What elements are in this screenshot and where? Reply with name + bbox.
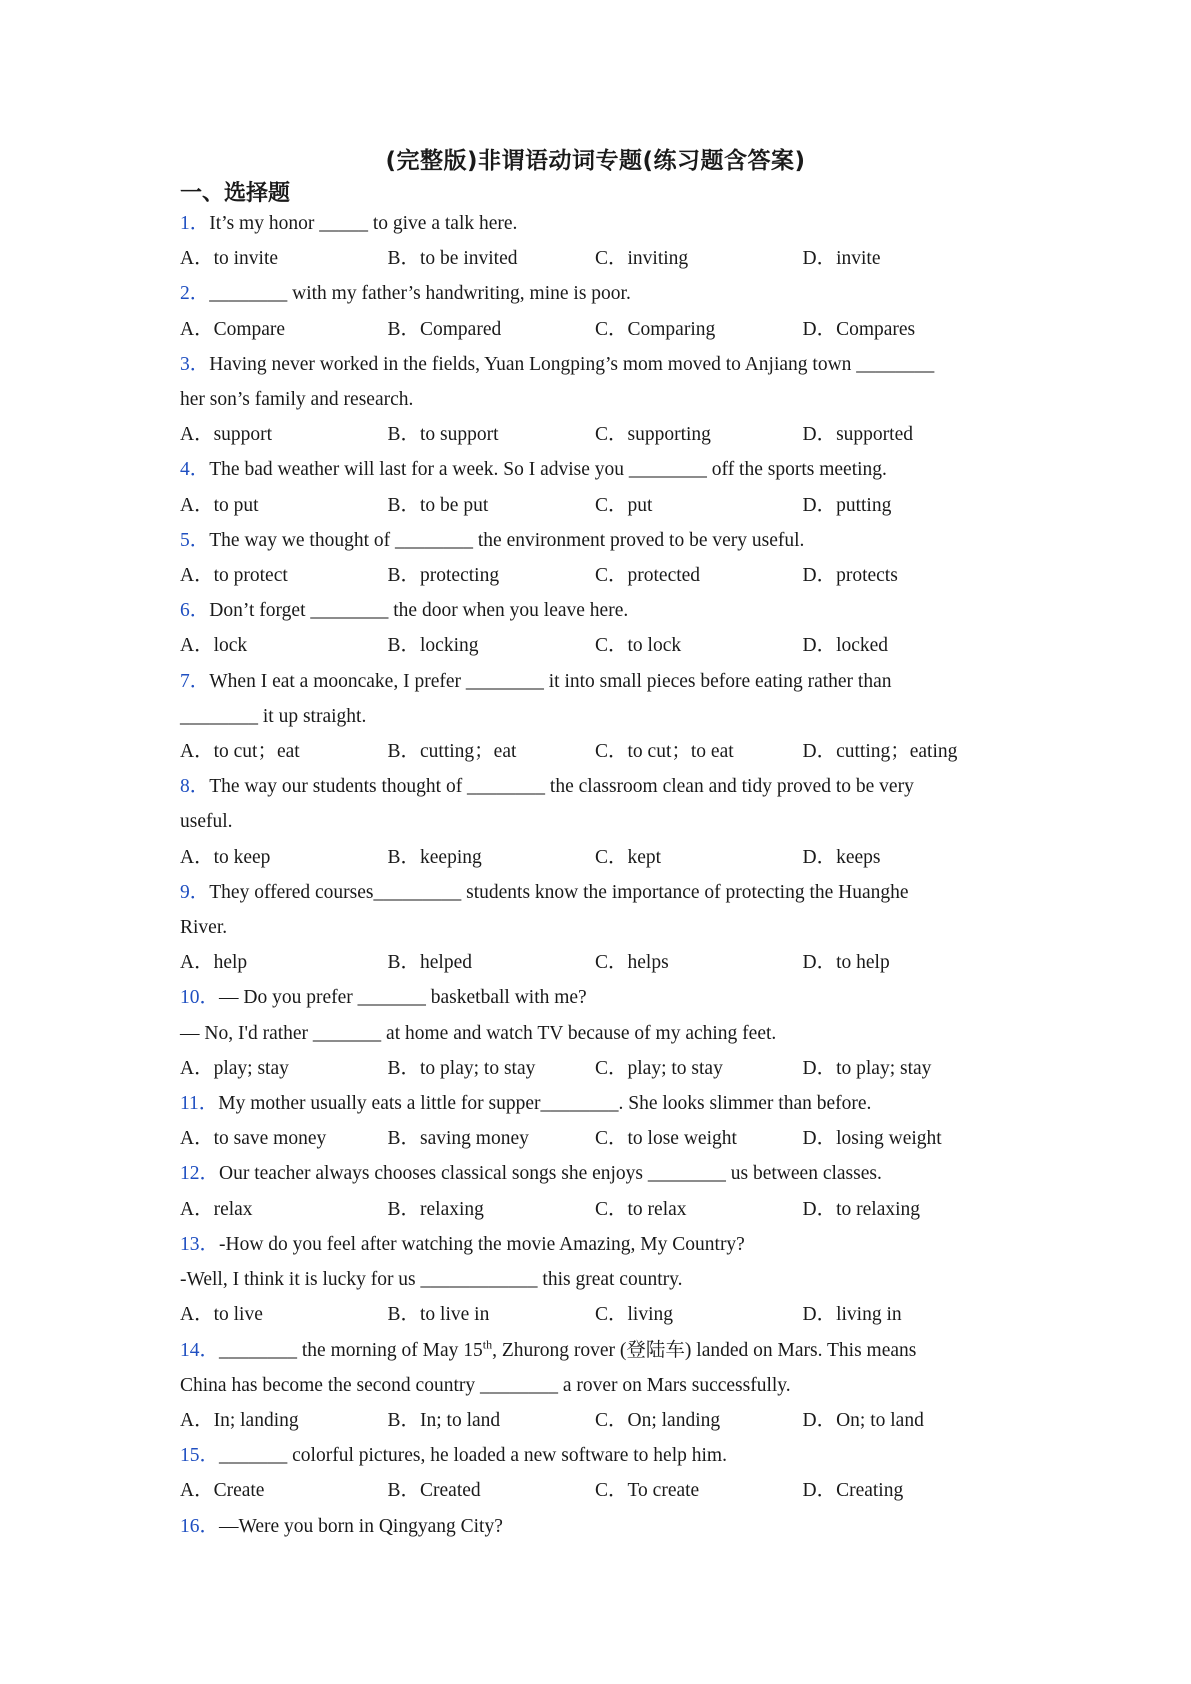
question-stem bbox=[180, 875, 1010, 910]
answer-options bbox=[180, 1473, 1010, 1508]
option-b: B．relaxing bbox=[387, 1198, 484, 1220]
question-10 bbox=[180, 980, 1010, 1086]
question-text: The way we thought of ________ the environment proved to be very useful. bbox=[209, 529, 805, 551]
question-text: It’s my honor _____ to give a talk here. bbox=[209, 213, 518, 234]
option-a: A．Create bbox=[180, 1480, 265, 1502]
question-number: 3． bbox=[180, 353, 210, 375]
question-text: — No, I'd rather _______ at home and watch TV because of my aching feet. bbox=[180, 1022, 777, 1044]
option-c: C．put bbox=[595, 494, 653, 516]
answer-options bbox=[180, 628, 1010, 663]
option-b: B．saving money bbox=[387, 1128, 529, 1150]
question-16 bbox=[180, 1509, 1010, 1544]
question-stem bbox=[180, 664, 1010, 699]
option-a: A．help bbox=[180, 952, 248, 974]
question-text: useful. bbox=[180, 811, 233, 833]
option-d: D．keeps bbox=[802, 846, 881, 868]
question-text: Don’t forget ________ the door when you leave here. bbox=[209, 600, 629, 622]
question-number: 8． bbox=[180, 776, 210, 798]
option-d: D．to relaxing bbox=[802, 1198, 921, 1220]
question-number: 1． bbox=[180, 213, 210, 234]
option-a: A．to put bbox=[180, 494, 259, 516]
question-stem bbox=[180, 1438, 1010, 1473]
question-5 bbox=[180, 523, 1010, 593]
question-stem bbox=[180, 523, 1010, 558]
option-d: D．cutting；eating bbox=[802, 741, 958, 763]
option-a: A．relax bbox=[180, 1198, 253, 1220]
option-b: B．In; to land bbox=[387, 1409, 501, 1431]
question-9 bbox=[180, 875, 1010, 981]
option-c: C．On; landing bbox=[595, 1409, 721, 1431]
question-stem bbox=[180, 769, 1010, 804]
question-text: her son’s family and research. bbox=[180, 389, 414, 411]
option-a: A．to live bbox=[180, 1304, 263, 1326]
option-d: D．to help bbox=[802, 952, 890, 974]
question-text: When I eat a mooncake, I prefer ________ it into small pieces before eating rather than bbox=[209, 670, 892, 692]
option-d: D．losing weight bbox=[802, 1128, 942, 1150]
answer-options bbox=[180, 1403, 1010, 1438]
option-d: D．living in bbox=[802, 1304, 902, 1326]
question-13 bbox=[180, 1227, 1010, 1333]
question-stem-continued bbox=[180, 1262, 1010, 1297]
answer-options bbox=[180, 312, 1010, 347]
option-d: D．supported bbox=[802, 424, 913, 446]
question-number: 13． bbox=[180, 1233, 220, 1255]
question-stem-continued bbox=[180, 382, 1010, 417]
question-11 bbox=[180, 1086, 1010, 1156]
option-b: B．protecting bbox=[387, 565, 500, 587]
option-b: B．cutting；eat bbox=[387, 741, 517, 763]
question-text: China has become the second country ________ a rover on Mars successfully. bbox=[180, 1374, 791, 1396]
answer-options bbox=[180, 558, 1010, 593]
option-b: B．to be invited bbox=[387, 248, 518, 270]
question-2 bbox=[180, 276, 1010, 346]
question-number: 9． bbox=[180, 881, 210, 903]
option-d: D．locked bbox=[802, 635, 889, 657]
section-heading: 一、选择题 bbox=[180, 181, 291, 206]
question-stem bbox=[180, 206, 1010, 241]
question-number: 4． bbox=[180, 459, 210, 481]
question-text: Our teacher always chooses classical songs she enjoys ________ us between classes. bbox=[219, 1163, 882, 1185]
question-stem bbox=[180, 452, 1010, 487]
question-text: -How do you feel after watching the movie Amazing, My Country? bbox=[219, 1233, 745, 1255]
option-a: A．to invite bbox=[180, 248, 279, 270]
question-number: 11． bbox=[180, 1093, 219, 1115]
option-a: A．In; landing bbox=[180, 1409, 299, 1431]
question-15 bbox=[180, 1438, 1010, 1508]
option-c: C．helps bbox=[595, 952, 669, 974]
option-d: D．protects bbox=[802, 565, 898, 587]
option-c: C．To create bbox=[595, 1480, 700, 1502]
question-text: ________ with my father’s handwriting, mine is poor. bbox=[209, 283, 631, 305]
option-c: C．to lose weight bbox=[595, 1128, 737, 1150]
question-text: ________ the morning of May 15 bbox=[219, 1339, 483, 1361]
question-1 bbox=[180, 206, 1010, 276]
question-number: 2． bbox=[180, 283, 210, 305]
question-text: Having never worked in the fields, Yuan Longping’s mom moved to Anjiang town ________ bbox=[209, 353, 935, 375]
question-text: River. bbox=[180, 917, 228, 939]
option-c: C．protected bbox=[595, 565, 701, 587]
question-stem bbox=[180, 1156, 1010, 1191]
question-4 bbox=[180, 452, 1010, 522]
question-14 bbox=[180, 1333, 1010, 1439]
question-number: 6． bbox=[180, 600, 210, 622]
question-number: 14． bbox=[180, 1339, 220, 1361]
answer-options bbox=[180, 1121, 1010, 1156]
question-number: 10． bbox=[180, 987, 220, 1009]
option-a: A．to save money bbox=[180, 1128, 327, 1150]
question-text: The bad weather will last for a week. So I advise you ________ off the sports meeting. bbox=[209, 459, 887, 481]
option-a: A．lock bbox=[180, 635, 248, 657]
question-text: _______ colorful pictures, he loaded a new software to help him. bbox=[219, 1445, 727, 1467]
question-6 bbox=[180, 593, 1010, 663]
question-stem bbox=[180, 1086, 1010, 1121]
question-text: ________ it up straight. bbox=[180, 705, 367, 727]
option-a: A．to cut；eat bbox=[180, 741, 300, 763]
question-8 bbox=[180, 769, 1010, 875]
option-c: C．kept bbox=[595, 846, 662, 868]
option-b: B．Created bbox=[387, 1480, 481, 1502]
answer-options bbox=[180, 1297, 1010, 1332]
question-12 bbox=[180, 1156, 1010, 1226]
question-number: 15． bbox=[180, 1445, 220, 1467]
option-c: C．Comparing bbox=[595, 318, 716, 340]
page-title: (完整版)非谓语动词专题(练习题含答案) bbox=[385, 148, 806, 174]
option-c: C．play; to stay bbox=[595, 1057, 723, 1079]
option-c: C．inviting bbox=[595, 248, 689, 270]
question-text: -Well, I think it is lucky for us ____________ this great country. bbox=[180, 1269, 683, 1291]
option-d: D．On; to land bbox=[802, 1409, 924, 1431]
question-stem bbox=[180, 593, 1010, 628]
option-b: B．to support bbox=[387, 424, 499, 446]
option-c: C．to cut；to eat bbox=[595, 741, 734, 763]
question-stem-continued bbox=[180, 804, 1010, 839]
option-d: D．invite bbox=[802, 248, 881, 270]
option-b: B．locking bbox=[387, 635, 479, 657]
option-b: B．to live in bbox=[387, 1304, 490, 1326]
question-number: 12． bbox=[180, 1163, 220, 1185]
option-a: A．play; stay bbox=[180, 1057, 289, 1079]
question-text: —Were you born in Qingyang City? bbox=[219, 1515, 503, 1537]
question-text: My mother usually eats a little for supper________. She looks slimmer than before. bbox=[218, 1093, 872, 1115]
superscript: th bbox=[482, 1337, 493, 1351]
question-stem-continued bbox=[180, 699, 1010, 734]
question-stem bbox=[180, 1227, 1010, 1262]
answer-options bbox=[180, 1051, 1010, 1086]
option-b: B．Compared bbox=[387, 318, 502, 340]
option-c: C．to relax bbox=[595, 1198, 687, 1220]
question-text: — Do you prefer _______ basketball with me? bbox=[219, 987, 587, 1009]
option-d: D．putting bbox=[802, 494, 892, 516]
option-a: A．support bbox=[180, 424, 273, 446]
question-stem-continued bbox=[180, 1368, 1010, 1403]
answer-options bbox=[180, 734, 1010, 769]
question-stem bbox=[180, 1333, 1010, 1368]
option-d: D．to play; stay bbox=[802, 1057, 932, 1079]
question-stem bbox=[180, 347, 1010, 382]
answer-options bbox=[180, 488, 1010, 523]
question-stem-continued bbox=[180, 1016, 1010, 1051]
option-c: C．supporting bbox=[595, 424, 711, 446]
question-list bbox=[180, 206, 1010, 1544]
option-b: B．helped bbox=[387, 952, 472, 974]
option-b: B．to play; to stay bbox=[387, 1057, 536, 1079]
question-text-tail: , Zhurong rover (登陆车) landed on Mars. This means bbox=[492, 1339, 917, 1361]
question-number: 7． bbox=[180, 670, 210, 692]
answer-options bbox=[180, 241, 1010, 276]
question-stem bbox=[180, 1509, 1010, 1544]
option-b: B．to be put bbox=[387, 494, 489, 516]
question-text: The way our students thought of ________ the classroom clean and tidy proved to be very bbox=[209, 776, 914, 798]
option-d: D．Creating bbox=[802, 1480, 904, 1502]
answer-options bbox=[180, 945, 1010, 980]
option-b: B．keeping bbox=[387, 846, 482, 868]
question-number: 5． bbox=[180, 529, 210, 551]
answer-options bbox=[180, 840, 1010, 875]
question-number: 16． bbox=[180, 1515, 220, 1537]
option-a: A．to protect bbox=[180, 565, 288, 587]
question-text: They offered courses_________ students know the importance of protecting the Huanghe bbox=[209, 881, 909, 903]
option-c: C．living bbox=[595, 1304, 674, 1326]
option-d: D．Compares bbox=[802, 318, 916, 340]
question-stem bbox=[180, 980, 1010, 1015]
question-stem-continued bbox=[180, 910, 1010, 945]
option-a: A．to keep bbox=[180, 846, 271, 868]
question-stem bbox=[180, 276, 1010, 311]
answer-options bbox=[180, 1192, 1010, 1227]
option-a: A．Compare bbox=[180, 318, 286, 340]
question-7 bbox=[180, 664, 1010, 770]
option-c: C．to lock bbox=[595, 635, 682, 657]
answer-options bbox=[180, 417, 1010, 452]
question-3 bbox=[180, 347, 1010, 453]
